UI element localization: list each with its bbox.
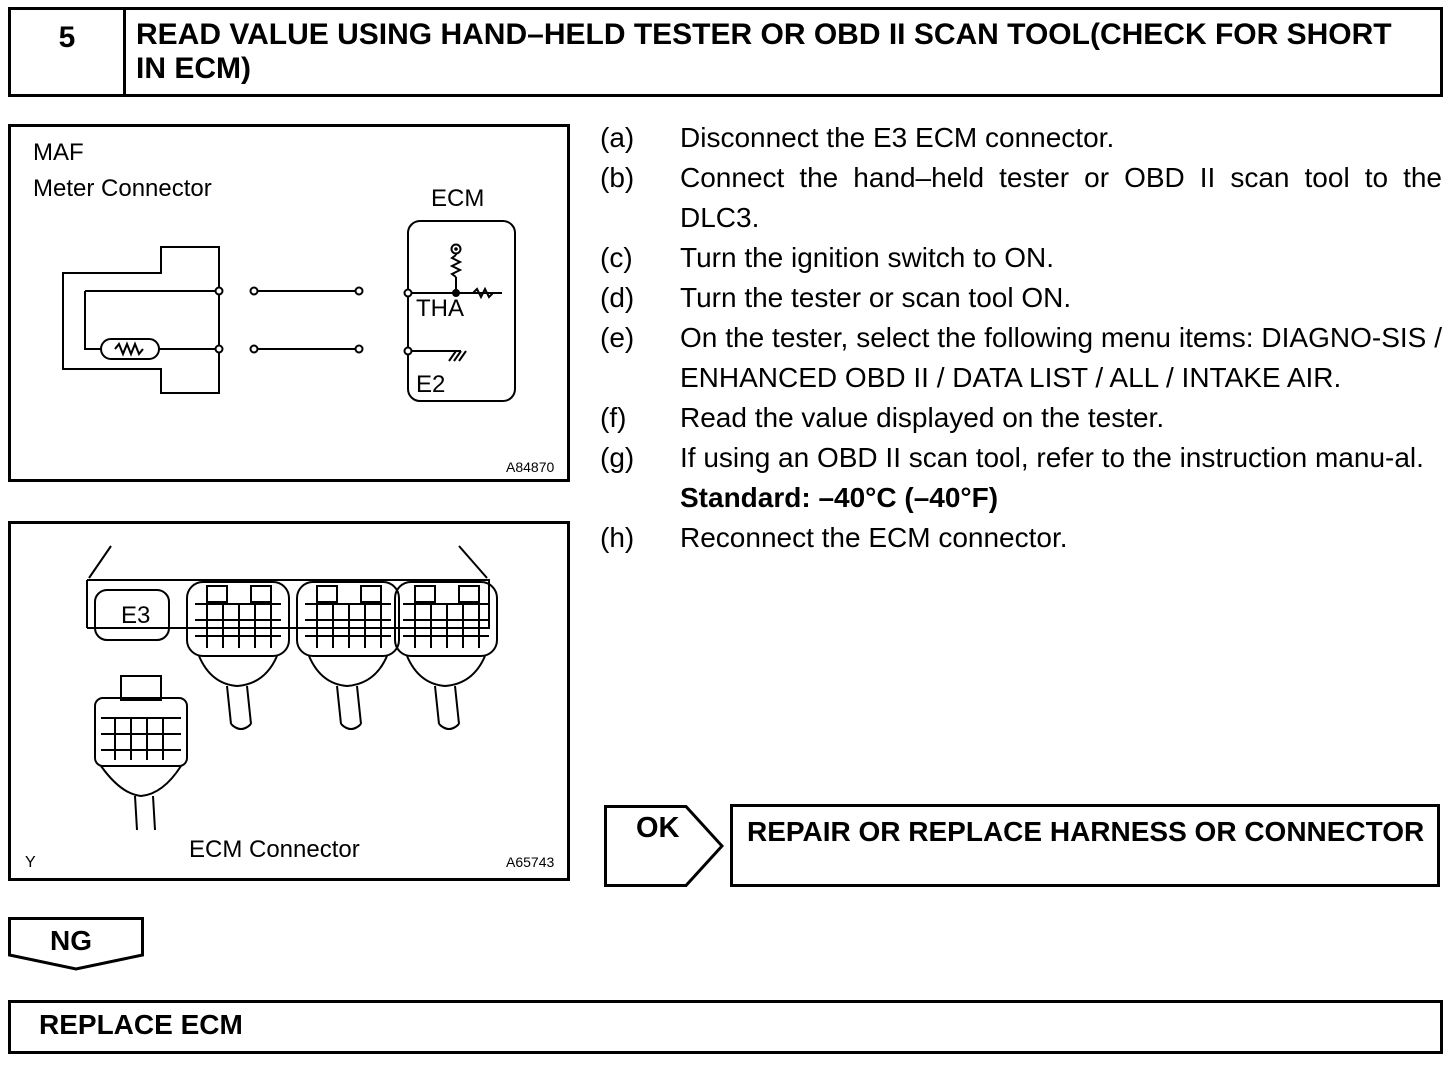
- step-label: (b): [600, 162, 635, 193]
- step-text: On the tester, select the following menu items: DIAGNO-SIS / ENHANCED OBD II / DATA LIST / ALL / INTAKE AIR.: [680, 322, 1442, 393]
- step-text: Turn the tester or scan tool ON.: [680, 282, 1072, 313]
- step-label: (c): [600, 242, 633, 273]
- ecm-label: ECM: [431, 185, 485, 212]
- tha-terminal-label: THA: [416, 295, 464, 322]
- step-item: [600, 118, 1442, 158]
- ok-action-text: REPAIR OR REPLACE HARNESS OR CONNECTOR: [747, 816, 1425, 847]
- step-header: [8, 7, 1443, 97]
- step-item: [600, 278, 1442, 318]
- maf-label: MAF: [33, 139, 84, 166]
- step-text: Read the value displayed on the tester.: [680, 402, 1165, 433]
- step-label: (d): [600, 282, 635, 313]
- ng-label: NG: [50, 925, 92, 956]
- ecm-connector-illustration: [11, 524, 567, 878]
- standard-row: [600, 478, 1442, 518]
- ecm-connector-figure: [8, 521, 570, 881]
- procedure-steps: [600, 118, 1442, 558]
- step-label: (f): [600, 402, 627, 433]
- meter-connector-label: Meter Connector: [33, 175, 212, 202]
- step-text: If using an OBD II scan tool, refer to the instruction manu-al.: [680, 442, 1424, 473]
- step-item: [600, 238, 1442, 278]
- step-label: (a): [600, 122, 635, 153]
- ecm-connector-caption: ECM Connector: [189, 836, 360, 863]
- step-text: Connect the hand–held tester or OBD II scan tool to the DLC3.: [680, 162, 1442, 233]
- step-text: Reconnect the ECM connector.: [680, 522, 1068, 553]
- step-label: (g): [600, 442, 635, 473]
- step-label: (h): [600, 522, 635, 553]
- step-text: Disconnect the E3 ECM connector.: [680, 122, 1115, 153]
- ng-action-box: [8, 1000, 1443, 1054]
- e2-terminal-label: E2: [416, 371, 446, 398]
- e3-connector-label: E3: [121, 602, 151, 629]
- step-title: READ VALUE USING HAND–HELD TESTER OR OBD II SCAN TOOL(CHECK FOR SHORT IN ECM): [136, 18, 1392, 85]
- step-item: [600, 518, 1442, 558]
- figure-code: A84870: [506, 459, 555, 475]
- ok-action-box: [730, 804, 1440, 887]
- step-text: Turn the ignition switch to ON.: [680, 242, 1055, 273]
- wiring-diagram-figure: [8, 124, 570, 482]
- standard-value: Standard: –40°C (–40°F): [680, 482, 999, 513]
- step-number: 5: [11, 10, 126, 94]
- step-label: (e): [600, 322, 635, 353]
- step-item: [600, 318, 1442, 398]
- step-item: [600, 158, 1442, 238]
- ok-label: OK: [636, 812, 680, 844]
- step-item: [600, 398, 1442, 438]
- step-item: [600, 438, 1442, 478]
- ng-action-text: REPLACE ECM: [39, 1009, 243, 1040]
- figure-code: A65743: [506, 854, 555, 870]
- corner-mark: Y: [25, 854, 36, 871]
